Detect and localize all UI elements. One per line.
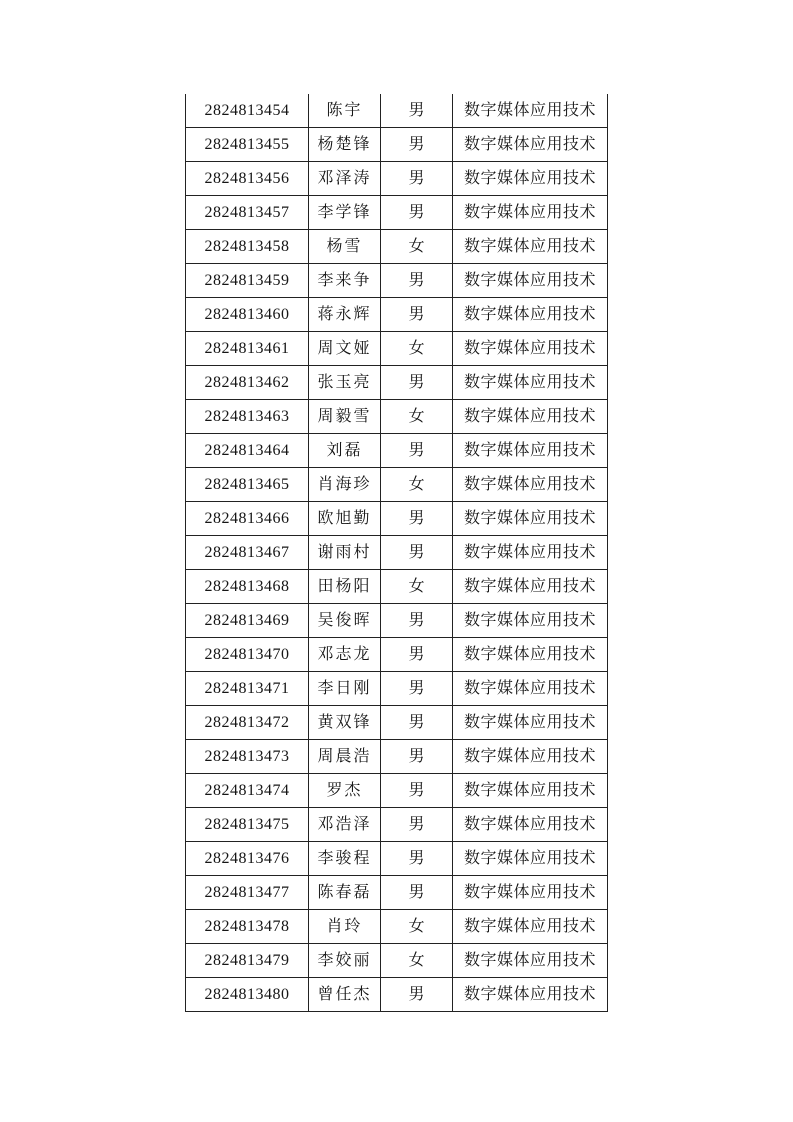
cell-student-id: 2824813460 xyxy=(186,298,309,332)
cell-student-id: 2824813458 xyxy=(186,230,309,264)
cell-student-name: 李骏程 xyxy=(309,842,381,876)
cell-student-id: 2824813478 xyxy=(186,910,309,944)
table-row xyxy=(186,672,608,706)
cell-gender: 男 xyxy=(381,842,453,876)
cell-gender: 男 xyxy=(381,638,453,672)
cell-major: 数字媒体应用技术 xyxy=(453,944,608,978)
cell-student-id: 2824813454 xyxy=(186,94,309,128)
table-row xyxy=(186,706,608,740)
cell-student-name: 李来争 xyxy=(309,264,381,298)
cell-gender: 男 xyxy=(381,128,453,162)
cell-gender: 男 xyxy=(381,502,453,536)
cell-student-id: 2824813480 xyxy=(186,978,309,1012)
student-roster-table-body xyxy=(186,94,608,1012)
cell-gender: 男 xyxy=(381,162,453,196)
cell-student-name: 欧旭勤 xyxy=(309,502,381,536)
cell-gender: 男 xyxy=(381,434,453,468)
cell-student-name: 陈宇 xyxy=(309,94,381,128)
cell-major: 数字媒体应用技术 xyxy=(453,740,608,774)
cell-gender: 男 xyxy=(381,264,453,298)
cell-student-id: 2824813466 xyxy=(186,502,309,536)
table-row xyxy=(186,638,608,672)
cell-gender: 男 xyxy=(381,706,453,740)
cell-major: 数字媒体应用技术 xyxy=(453,264,608,298)
cell-major: 数字媒体应用技术 xyxy=(453,502,608,536)
cell-major: 数字媒体应用技术 xyxy=(453,978,608,1012)
cell-gender: 女 xyxy=(381,944,453,978)
cell-student-name: 张玉亮 xyxy=(309,366,381,400)
table-row xyxy=(186,332,608,366)
cell-major: 数字媒体应用技术 xyxy=(453,910,608,944)
cell-student-name: 李日刚 xyxy=(309,672,381,706)
cell-major: 数字媒体应用技术 xyxy=(453,298,608,332)
cell-student-name: 周文娅 xyxy=(309,332,381,366)
cell-student-id: 2824813462 xyxy=(186,366,309,400)
cell-student-name: 黄双锋 xyxy=(309,706,381,740)
cell-major: 数字媒体应用技术 xyxy=(453,196,608,230)
cell-major: 数字媒体应用技术 xyxy=(453,570,608,604)
table-row xyxy=(186,196,608,230)
cell-gender: 女 xyxy=(381,230,453,264)
cell-gender: 男 xyxy=(381,774,453,808)
table-row xyxy=(186,230,608,264)
cell-student-name: 周毅雪 xyxy=(309,400,381,434)
table-row xyxy=(186,298,608,332)
cell-student-id: 2824813470 xyxy=(186,638,309,672)
cell-student-id: 2824813465 xyxy=(186,468,309,502)
cell-student-id: 2824813471 xyxy=(186,672,309,706)
cell-major: 数字媒体应用技术 xyxy=(453,162,608,196)
cell-student-name: 肖玲 xyxy=(309,910,381,944)
table-row xyxy=(186,842,608,876)
cell-student-name: 田杨阳 xyxy=(309,570,381,604)
cell-major: 数字媒体应用技术 xyxy=(453,400,608,434)
cell-student-name: 肖海珍 xyxy=(309,468,381,502)
cell-student-name: 邓浩泽 xyxy=(309,808,381,842)
table-row xyxy=(186,468,608,502)
table-row xyxy=(186,910,608,944)
cell-major: 数字媒体应用技术 xyxy=(453,808,608,842)
cell-student-name: 邓泽涛 xyxy=(309,162,381,196)
cell-student-id: 2824813455 xyxy=(186,128,309,162)
cell-gender: 女 xyxy=(381,332,453,366)
cell-major: 数字媒体应用技术 xyxy=(453,604,608,638)
table-row xyxy=(186,434,608,468)
cell-student-name: 邓志龙 xyxy=(309,638,381,672)
cell-student-name: 杨楚锋 xyxy=(309,128,381,162)
cell-student-name: 刘磊 xyxy=(309,434,381,468)
table-row xyxy=(186,944,608,978)
table-row xyxy=(186,536,608,570)
cell-student-id: 2824813476 xyxy=(186,842,309,876)
cell-student-id: 2824813463 xyxy=(186,400,309,434)
cell-student-name: 周晨浩 xyxy=(309,740,381,774)
cell-student-id: 2824813468 xyxy=(186,570,309,604)
cell-gender: 男 xyxy=(381,604,453,638)
cell-gender: 男 xyxy=(381,366,453,400)
table-row xyxy=(186,502,608,536)
cell-major: 数字媒体应用技术 xyxy=(453,94,608,128)
cell-student-id: 2824813472 xyxy=(186,706,309,740)
cell-student-id: 2824813477 xyxy=(186,876,309,910)
cell-student-id: 2824813467 xyxy=(186,536,309,570)
table-row xyxy=(186,808,608,842)
cell-major: 数字媒体应用技术 xyxy=(453,468,608,502)
table-row xyxy=(186,128,608,162)
cell-major: 数字媒体应用技术 xyxy=(453,706,608,740)
cell-major: 数字媒体应用技术 xyxy=(453,672,608,706)
cell-gender: 男 xyxy=(381,536,453,570)
table-row xyxy=(186,366,608,400)
table-row xyxy=(186,978,608,1012)
cell-student-id: 2824813464 xyxy=(186,434,309,468)
cell-student-id: 2824813474 xyxy=(186,774,309,808)
table-row xyxy=(186,400,608,434)
cell-major: 数字媒体应用技术 xyxy=(453,774,608,808)
table-row xyxy=(186,604,608,638)
cell-student-id: 2824813456 xyxy=(186,162,309,196)
cell-gender: 男 xyxy=(381,740,453,774)
table-row xyxy=(186,162,608,196)
cell-student-name: 罗杰 xyxy=(309,774,381,808)
cell-student-name: 李学锋 xyxy=(309,196,381,230)
cell-student-name: 李姣丽 xyxy=(309,944,381,978)
cell-gender: 男 xyxy=(381,672,453,706)
table-row xyxy=(186,570,608,604)
cell-gender: 女 xyxy=(381,570,453,604)
cell-student-id: 2824813457 xyxy=(186,196,309,230)
cell-major: 数字媒体应用技术 xyxy=(453,332,608,366)
cell-student-id: 2824813469 xyxy=(186,604,309,638)
cell-major: 数字媒体应用技术 xyxy=(453,536,608,570)
cell-student-name: 蒋永辉 xyxy=(309,298,381,332)
cell-student-id: 2824813459 xyxy=(186,264,309,298)
table-row xyxy=(186,876,608,910)
cell-gender: 男 xyxy=(381,808,453,842)
cell-major: 数字媒体应用技术 xyxy=(453,876,608,910)
cell-student-name: 杨雪 xyxy=(309,230,381,264)
cell-major: 数字媒体应用技术 xyxy=(453,366,608,400)
cell-student-name: 吴俊晖 xyxy=(309,604,381,638)
table-row xyxy=(186,94,608,128)
cell-student-name: 谢雨村 xyxy=(309,536,381,570)
cell-student-name: 陈春磊 xyxy=(309,876,381,910)
cell-student-id: 2824813473 xyxy=(186,740,309,774)
cell-major: 数字媒体应用技术 xyxy=(453,434,608,468)
cell-major: 数字媒体应用技术 xyxy=(453,638,608,672)
cell-major: 数字媒体应用技术 xyxy=(453,230,608,264)
cell-gender: 男 xyxy=(381,978,453,1012)
cell-gender: 女 xyxy=(381,468,453,502)
cell-student-id: 2824813475 xyxy=(186,808,309,842)
cell-gender: 男 xyxy=(381,94,453,128)
cell-gender: 男 xyxy=(381,196,453,230)
table-row xyxy=(186,740,608,774)
cell-gender: 男 xyxy=(381,876,453,910)
cell-gender: 女 xyxy=(381,400,453,434)
cell-gender: 男 xyxy=(381,298,453,332)
cell-student-name: 曾任杰 xyxy=(309,978,381,1012)
table-row xyxy=(186,774,608,808)
student-roster-table xyxy=(185,94,608,1012)
cell-major: 数字媒体应用技术 xyxy=(453,128,608,162)
table-row xyxy=(186,264,608,298)
cell-student-id: 2824813461 xyxy=(186,332,309,366)
cell-major: 数字媒体应用技术 xyxy=(453,842,608,876)
cell-student-id: 2824813479 xyxy=(186,944,309,978)
cell-gender: 女 xyxy=(381,910,453,944)
